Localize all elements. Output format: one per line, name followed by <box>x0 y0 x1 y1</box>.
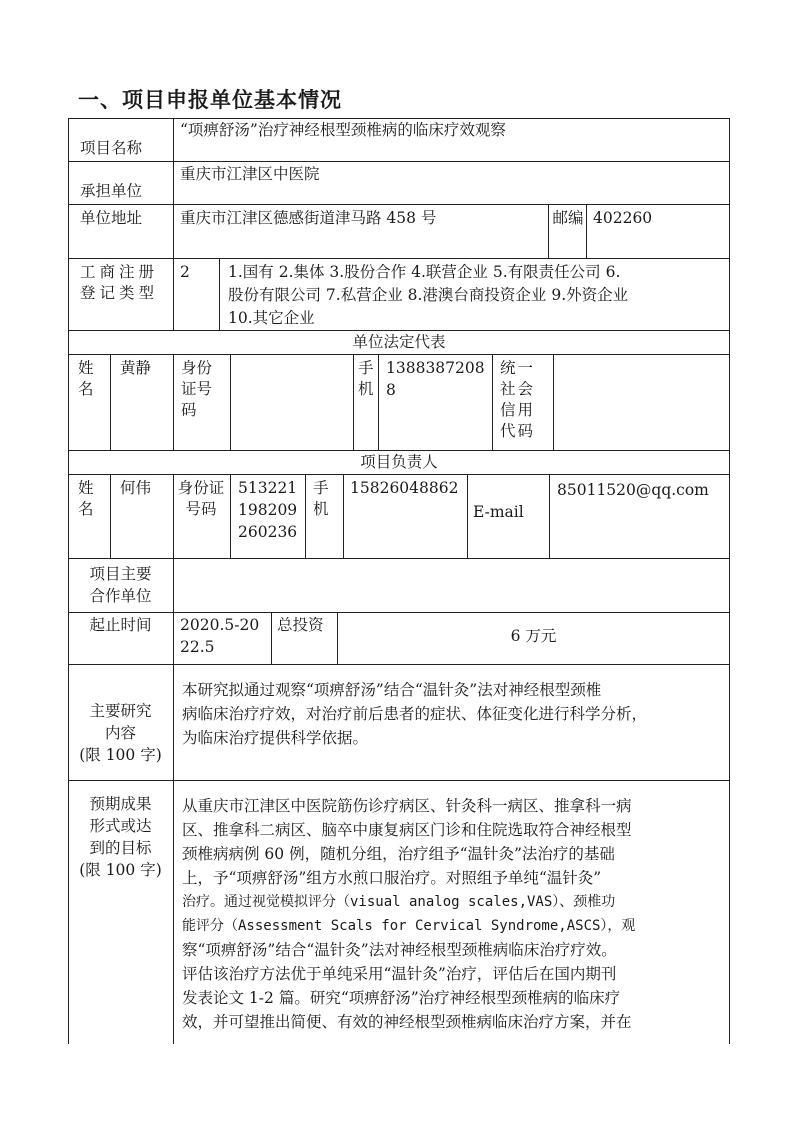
outcome-line: 上，予“项痹舒汤”组方水煎口服治疗。对照组予单纯“温针灸” <box>182 869 602 887</box>
partner-label-line: 项目主要 <box>89 565 152 583</box>
content-line: 本研究拟通过观察“项痹舒汤”结合“温针灸”法对神经根型颈椎 <box>182 681 602 699</box>
row-divider <box>68 258 730 259</box>
leader-id-line: 260236 <box>238 523 298 541</box>
row-divider <box>68 664 730 665</box>
table-border <box>729 118 730 1044</box>
period-value-line: 22.5 <box>180 638 215 656</box>
outcome-line: 颈椎病病例 60 例，随机分组，治疗组予“温针灸”法治疗的基础 <box>182 845 615 863</box>
column-divider <box>173 474 174 558</box>
period-label: 起止时间 <box>89 616 152 634</box>
content-label-line: 主要研究 <box>89 702 152 720</box>
row-divider <box>68 204 730 205</box>
outcome-line: 能评分（Assessment Scals for Cervical Syndrome,ASCS），观 <box>182 918 636 934</box>
registration-options-line: 股份有限公司 7.私营企业 8.港澳台商投资企业 9.外资企业 <box>228 286 629 304</box>
column-divider <box>219 258 220 330</box>
content-line: 病临床治疗疗效，对治疗前后患者的症状、体征变化进行科学分析， <box>182 705 648 723</box>
leader-header: 项目负责人 <box>360 453 438 471</box>
legal-rep-phone-line: 8 <box>386 381 396 399</box>
table-border <box>68 118 730 119</box>
column-divider <box>548 204 549 258</box>
investment-value: 6 万元 <box>510 627 557 645</box>
partner-label-line: 合作单位 <box>89 587 152 605</box>
outcome-line: 治疗。通过视觉模拟评分（visual analog scales,VAS）、颈椎功 <box>182 894 616 910</box>
outcome-label-line: 形式或达 <box>89 817 152 835</box>
leader-id-line: 513221 <box>238 479 298 497</box>
column-divider <box>549 474 550 558</box>
content-label-line: (限 100 字) <box>79 746 162 764</box>
column-divider <box>271 612 272 664</box>
column-divider <box>467 474 468 558</box>
legal-rep-phone-line: 1388387208 <box>386 359 485 377</box>
row-divider <box>68 354 730 355</box>
column-divider <box>353 354 354 450</box>
column-divider <box>553 354 554 450</box>
leader-id-line: 198209 <box>238 501 298 519</box>
leader-name-label: 姓名 <box>78 479 94 518</box>
registration-label: 工商注册登记类型 <box>80 263 159 302</box>
project-name-label: 项目名称 <box>80 139 143 157</box>
registration-options-line: 1.国有 2.集体 3.股份合作 4.联营企业 5.有限责任公司 6. <box>228 263 621 281</box>
content-label-line: 内容 <box>104 724 136 742</box>
postcode-label: 邮编 <box>552 209 584 227</box>
leader-name: 何伟 <box>120 479 152 497</box>
outcome-line: 从重庆市江津区中医院筋伤诊疗病区、针灸科一病区、推拿科一病 <box>182 797 632 815</box>
outcome-line: 发表论文 1-2 篇。研究“项痹舒汤”治疗神经根型颈椎病的临床疗 <box>182 989 621 1007</box>
column-divider <box>173 354 174 450</box>
unit-label: 承担单位 <box>80 182 143 200</box>
outcome-line: 察“项痹舒汤”结合“温针灸”法对神经根型颈椎病临床治疗疗效。 <box>182 941 617 959</box>
row-divider <box>68 780 730 781</box>
outcome-line: 评估该治疗方法优于单纯采用“温针灸”治疗，评估后在国内期刊 <box>182 965 617 983</box>
column-divider <box>586 204 587 258</box>
outcome-label-line: 预期成果 <box>89 795 152 813</box>
leader-email-label: E-mail <box>473 503 524 521</box>
content-line: 为临床治疗提供科学依据。 <box>182 729 369 747</box>
column-divider <box>173 558 174 1044</box>
outcome-line: 效，并可望推出简便、有效的神经根型颈椎病临床治疗方案，并在 <box>182 1013 632 1031</box>
leader-phone: 15826048862 <box>350 479 459 497</box>
registration-value: 2 <box>180 263 190 281</box>
column-divider <box>305 474 306 558</box>
leader-id-label: 身份证号码 <box>177 479 225 518</box>
row-divider <box>68 330 730 331</box>
outcome-label-line: 到的目标 <box>89 839 152 857</box>
application-form-table <box>68 118 730 1044</box>
address-label: 单位地址 <box>80 209 143 227</box>
column-divider <box>492 354 493 450</box>
row-divider <box>68 161 730 162</box>
row-divider <box>68 450 730 451</box>
column-divider <box>378 354 379 450</box>
legal-rep-name: 黄静 <box>120 359 152 377</box>
period-value-line: 2020.5-20 <box>180 616 260 634</box>
address-value: 重庆市江津区德感街道津马路 458 号 <box>180 209 437 227</box>
unit-value: 重庆市江津区中医院 <box>180 165 320 183</box>
outcome-line: 区、推拿科二病区、脑卒中康复病区门诊和住院选取符合神经根型 <box>182 821 632 839</box>
legal-rep-name-label: 姓名 <box>78 359 94 398</box>
section-title: 一、项目申报单位基本情况 <box>78 88 342 112</box>
column-divider <box>110 354 111 450</box>
investment-label: 总投资 <box>277 616 324 634</box>
credit-code-label: 统一社会信用代码 <box>500 359 536 440</box>
leader-phone-label: 手机 <box>313 479 329 518</box>
legal-rep-id-label: 身份证号码 <box>181 359 213 419</box>
column-divider <box>230 354 231 450</box>
column-divider <box>343 474 344 558</box>
legal-rep-header: 单位法定代表 <box>352 333 446 351</box>
registration-options-line: 10.其它企业 <box>228 309 315 327</box>
row-divider <box>68 612 730 613</box>
row-divider <box>68 474 730 475</box>
row-divider <box>68 558 730 559</box>
project-name-value: “项痹舒汤”治疗神经根型颈椎病的临床疗效观察 <box>180 121 506 139</box>
outcome-label-line: (限 100 字) <box>79 861 162 879</box>
legal-rep-phone-label: 手机 <box>358 359 374 398</box>
leader-email: 85011520@qq.com <box>557 481 709 499</box>
column-divider <box>230 474 231 558</box>
column-divider <box>173 118 174 330</box>
postcode-value: 402260 <box>593 209 653 227</box>
column-divider <box>110 474 111 558</box>
